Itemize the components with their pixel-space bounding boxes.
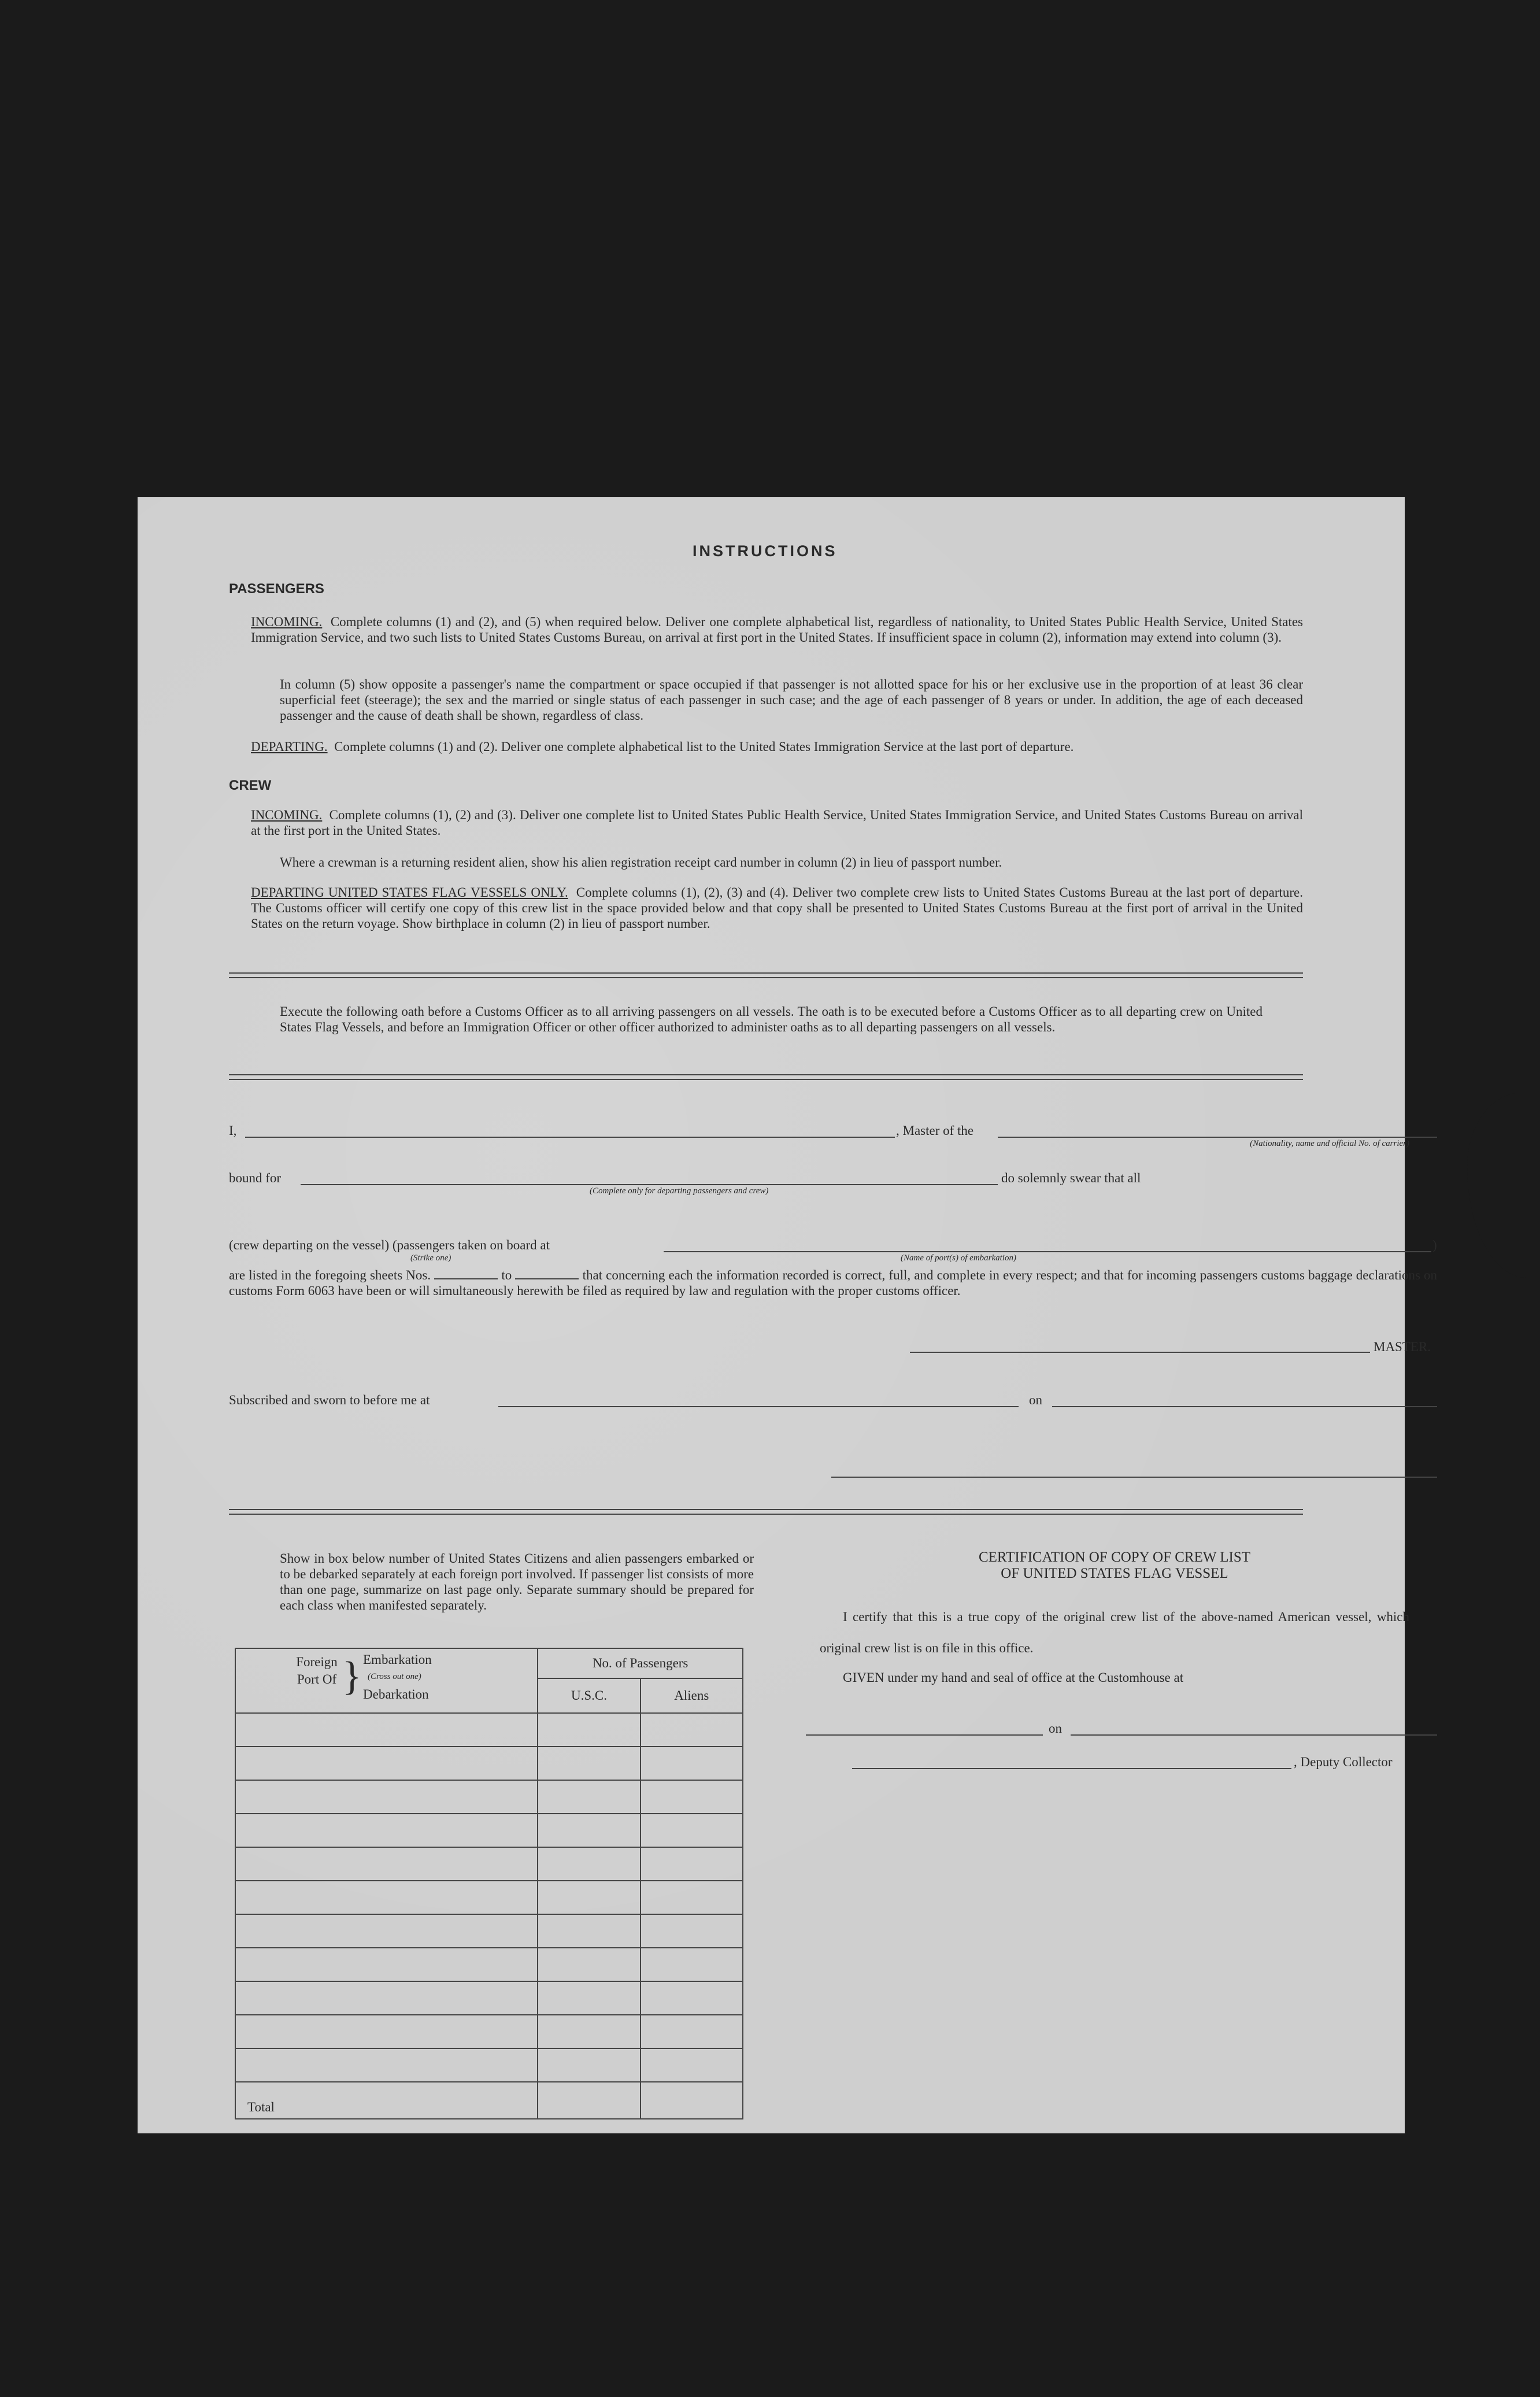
oath-intro: Execute the following oath before a Customs Officer as to all arriving passengers on all vessels. The oath is to be executed before a Customs Officer as to all departing crew on United States Flag Vessels, and before an Immigration Officer or other officer authorized to administer oaths as to all departing passengers on all vessels. [280, 1004, 1263, 1034]
crew-departing-label: DEPARTING UNITED STATES FLAG VESSELS ONLY. [251, 885, 568, 900]
summary-aliens-cell[interactable] [641, 1914, 743, 1948]
summary-usc-cell[interactable] [538, 1747, 640, 1780]
cert-on-label: on [1049, 1721, 1062, 1736]
torn-corner [1467, 1093, 1540, 1278]
oath-master-of: , Master of the [896, 1123, 974, 1138]
summary-port-cell[interactable] [235, 1814, 538, 1847]
page-title: INSTRUCTIONS [693, 542, 838, 560]
summary-row [235, 1881, 743, 1914]
cert-place-line[interactable] [806, 1734, 1043, 1736]
summary-row [235, 2015, 743, 2048]
foreign-port-of: Foreign Port Of [296, 1655, 338, 1686]
summary-row [235, 1780, 743, 1814]
port-header-cell [235, 1648, 538, 1713]
passengers-departing-text: Complete columns (1) and (2). Deliver one complete alphabetical list to the United States Immigration Service at the last port of departure. [334, 739, 1074, 754]
crew-incoming-text: Complete columns (1), (2) and (3). Deliver one complete list to United States Public Health Service, United States Immigration Service, and United States Customs Bureau on arrival at the first port in the United States. [251, 808, 1303, 838]
summary-usc-cell[interactable] [538, 1981, 640, 2015]
summary-usc-cell[interactable] [538, 1847, 640, 1881]
cross-out-note: (Cross out one) [368, 1672, 421, 1681]
summary-port-cell[interactable] [235, 1847, 538, 1881]
oath-swear: do solemnly swear that all [1001, 1171, 1141, 1185]
crew-incoming-label: INCOMING. [251, 808, 323, 822]
total-label: Total [235, 2082, 538, 2119]
certification-block [820, 1549, 1409, 1685]
passengers-incoming [251, 614, 1303, 645]
summary-usc-cell[interactable] [538, 1914, 640, 1948]
summary-usc-cell[interactable] [538, 1713, 640, 1747]
summary-aliens-cell[interactable] [641, 1814, 743, 1847]
usc-header: U.S.C. [538, 1678, 640, 1713]
cert-certify-text: I certify that this is a true copy of the original crew list of the above-named American vessel, which original crew list is on file in this office. [820, 1610, 1409, 1655]
summary-aliens-cell[interactable] [641, 1713, 743, 1747]
summary-row [235, 1814, 743, 1847]
passengers-heading: PASSENGERS [229, 581, 324, 597]
total-aliens-cell[interactable] [641, 2082, 743, 2119]
oath-listed [229, 1267, 1437, 1299]
cert-date-line[interactable] [1071, 1734, 1437, 1736]
summary-port-cell[interactable] [235, 2015, 538, 2048]
cert-given-text: GIVEN under my hand and seal of office at the Customhouse at [843, 1670, 1184, 1685]
debarkation-label: Debarkation [363, 1687, 429, 1701]
summary-port-cell[interactable] [235, 1948, 538, 1981]
oath-i-label: I, [229, 1123, 237, 1138]
passengers-incoming-label: INCOMING. [251, 615, 323, 629]
sworn-place-line[interactable] [498, 1406, 1019, 1407]
oath-bound-for: bound for [229, 1171, 282, 1185]
summary-row [235, 1948, 743, 1981]
summary-port-cell[interactable] [235, 1914, 538, 1948]
embarkation-port-line[interactable] [664, 1251, 1431, 1252]
embarkation-label: Embarkation [363, 1652, 432, 1667]
master-label: MASTER. [1374, 1340, 1431, 1354]
port-note: (Name of port(s) of embarkation) [901, 1253, 1016, 1263]
crew-heading: CREW [229, 778, 272, 793]
summary-total-row [235, 2082, 743, 2119]
summary-port-cell[interactable] [235, 2048, 538, 2082]
summary-usc-cell[interactable] [538, 1814, 640, 1847]
nationality-note: (Nationality, name and official No. of carrier) [1250, 1139, 1409, 1148]
summary-row [235, 1847, 743, 1881]
subscribed-text: Subscribed and sworn to before me at [229, 1393, 430, 1407]
deputy-signature-line[interactable] [852, 1768, 1291, 1769]
passengers-departing [251, 739, 1303, 754]
oath-listed-text: are listed in the foregoing sheets Nos. [229, 1268, 431, 1282]
oath-listed-rest: that concerning each the information recorded is correct, full, and complete in every respect; and that for incoming passengers customs baggage declarations on customs Form 6063 have been or will simultaneously herewith be filed as required by law and regulation with the proper customs officer. [229, 1268, 1438, 1298]
sheet-to-line[interactable] [515, 1278, 579, 1279]
summary-aliens-cell[interactable] [641, 1881, 743, 1914]
section-divider [229, 1074, 1303, 1080]
summary-aliens-cell[interactable] [641, 2048, 743, 2082]
summary-aliens-cell[interactable] [641, 1780, 743, 1814]
total-usc-cell[interactable] [538, 2082, 640, 2119]
summary-row [235, 1981, 743, 2015]
summary-usc-cell[interactable] [538, 1780, 640, 1814]
passenger-summary-table [235, 1648, 743, 2119]
sworn-on-label: on [1029, 1393, 1042, 1407]
crew-departing [251, 885, 1303, 931]
summary-row [235, 1713, 743, 1747]
summary-usc-cell[interactable] [538, 2015, 640, 2048]
carrier-line[interactable] [998, 1137, 1437, 1138]
summary-instructions: Show in box below number of United States Citizens and alien passengers embarked or to be debarked separately at each foreign port involved. If passenger list consists of more than one page, summarize on last page only. Separate summary should be prepared for each class when manifested separately. [280, 1551, 754, 1612]
strike-note: (Strike one) [410, 1253, 451, 1263]
officer-signature-line[interactable] [831, 1477, 1437, 1478]
summary-aliens-cell[interactable] [641, 1948, 743, 1981]
summary-usc-cell[interactable] [538, 1948, 640, 1981]
summary-port-cell[interactable] [235, 1981, 538, 2015]
summary-usc-cell[interactable] [538, 2048, 640, 2082]
oath-crew-departing: (crew departing on the vessel) (passengers taken on board at [229, 1238, 550, 1252]
destination-line[interactable] [301, 1184, 998, 1185]
cert-heading-1: CERTIFICATION OF COPY OF CREW LIST [978, 1549, 1251, 1565]
summary-row [235, 1747, 743, 1780]
deputy-collector-label: , Deputy Collector [1294, 1755, 1393, 1769]
no-of-passengers-header: No. of Passengers [538, 1648, 743, 1678]
summary-aliens-cell[interactable] [641, 1747, 743, 1780]
summary-aliens-cell[interactable] [641, 1847, 743, 1881]
master-signature-line[interactable] [910, 1352, 1370, 1353]
sworn-date-line[interactable] [1052, 1406, 1437, 1407]
section-divider [229, 1509, 1303, 1515]
summary-port-cell[interactable] [235, 1747, 538, 1780]
passengers-column5: In column (5) show opposite a passenger's name the compartment or space occupied if that passenger is not allotted space for his or her exclusive use in the proportion of at least 36 clear superficial feet (steerage); the sex and the married or single status of each passenger in such case; and the age of each passenger of 8 years or under. In addition, the age of each deceased passenger and the cause of death shall be shown, regardless of class. [280, 677, 1303, 723]
crew-departing-text: Complete columns (1), (2), (3) and (4). Deliver two complete crew lists to United States Customs Bureau at the last port of departure. The Customs officer will certify one copy of this crew list in the space provided below and that copy shall be presented to United States Customs Bureau at the first port of arrival in the United States on the return voyage. Show birthplace in column (2) in lieu of passport number. [251, 885, 1304, 931]
summary-port-cell[interactable] [235, 1713, 538, 1747]
passengers-incoming-text: Complete columns (1) and (2), and (5) when required below. Deliver one complete alphabetical list, regardless of nationality, to United States Public Health Service, United States Immigration Service, and two such lists to United States Customs Bureau, on arrival at first port in the United States. If insufficient space in column (2), information may extend into column (3). [251, 615, 1304, 645]
crew-resident: Where a crewman is a returning resident alien, show his alien registration receipt card number in column (2) in lieu of passport number. [280, 855, 1002, 870]
brace-glyph: } [342, 1654, 362, 1699]
document-sheet [138, 497, 1438, 2133]
crew-incoming [251, 807, 1303, 838]
summary-aliens-cell[interactable] [641, 2015, 743, 2048]
summary-port-cell[interactable] [235, 1881, 538, 1914]
summary-row [235, 2048, 743, 2082]
section-divider [229, 972, 1303, 978]
close-paren: ) [1432, 1238, 1437, 1252]
sheet-from-line[interactable] [434, 1278, 498, 1279]
passengers-departing-label: DEPARTING. [251, 739, 328, 754]
cert-heading-2: OF UNITED STATES FLAG VESSEL [1001, 1566, 1228, 1581]
summary-aliens-cell[interactable] [641, 1981, 743, 2015]
bound-note: (Complete only for departing passengers and crew) [590, 1186, 769, 1196]
summary-port-cell[interactable] [235, 1780, 538, 1814]
summary-row [235, 1914, 743, 1948]
oath-to: to [501, 1268, 512, 1282]
summary-usc-cell[interactable] [538, 1881, 640, 1914]
master-name-line[interactable] [245, 1137, 895, 1138]
aliens-header: Aliens [641, 1678, 743, 1713]
